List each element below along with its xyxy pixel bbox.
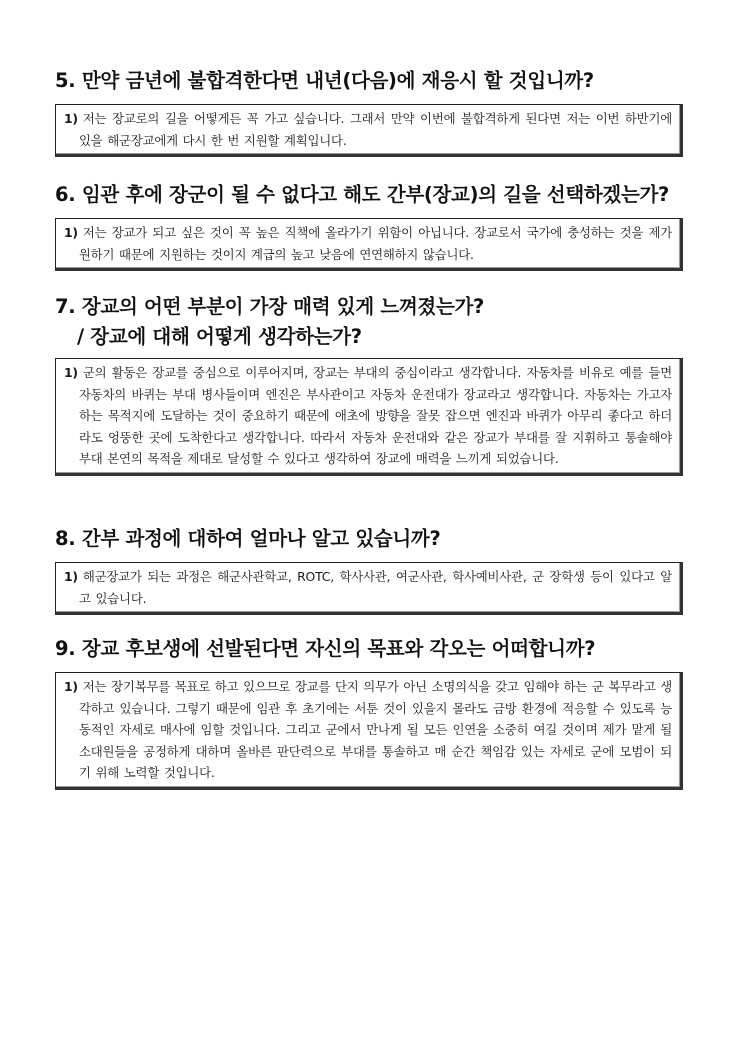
question-text: 만약 금년에 불합격한다면 내년(다음)에 재응시 할 것입니까? (81, 69, 594, 92)
question-section-9 (55, 634, 683, 790)
question-text: 임관 후에 장군이 될 수 없다고 해도 간부(장교)의 길을 선택하겠는가? (81, 183, 670, 206)
question-text: 간부 과정에 대하여 얼마나 알고 있습니까? (81, 527, 441, 550)
question-heading (55, 524, 683, 554)
answer-text: 저는 장교가 되고 싶은 것이 꼭 높은 직책에 올라가기 위함이 아닙니다. 장교로서 국가에 충성하는 것을 제가 원하기 때문에 지원하는 것이지 계급의 높고 낮음에 연연해하지 않습니다. (79, 225, 672, 262)
question-section-6 (55, 180, 683, 271)
question-text: 장교의 어떤 부분이 가장 매력 있게 느껴졌는가? (81, 295, 485, 318)
answer-text: 저는 장기복무를 목표로 하고 있으므로 장교를 단지 의무가 아닌 소명의식을 갖고 임해야 하는 군 복무라고 생각하고 있습니다. 그렇기 때문에 임관 후 초기에는 서툰 것이 있을지 몰라도 금방 환경에 적응할 수 있도록 능동적인 자세로 매사에 임할 것입니다. 그리고 군에서 만나게 될 모든 인연을 소중히 여길 것이며 제가 맡게 될 소대원들을 공정하게 대하며 올바른 판단력으로 부대를 통솔하고 매 순간 책임감 있는 자세로 군에 모범이 되기 위해 노력할 것입니다. (79, 679, 672, 780)
question-number: 5. (55, 69, 76, 92)
answer-box (55, 358, 683, 476)
answer-paragraph (64, 676, 672, 784)
answer-box (55, 218, 683, 271)
answer-number: 1) (64, 569, 78, 584)
question-number: 8. (55, 527, 76, 550)
answer-box (55, 672, 683, 790)
question-heading (55, 292, 683, 352)
question-number: 6. (55, 183, 76, 206)
question-section-7 (55, 292, 683, 476)
question-section-5 (55, 66, 683, 157)
answer-text: 저는 장교로의 길을 어떻게든 꼭 가고 싶습니다. 그래서 만약 이번에 불합격하게 된다면 저는 이번 하반기에 있을 해군장교에게 다시 한 번 지원할 계획입니다. (79, 111, 672, 148)
answer-number: 1) (64, 365, 78, 380)
question-section-8 (55, 524, 683, 615)
answer-paragraph (64, 362, 672, 470)
answer-text: 군의 활동은 장교를 중심으로 이루어지며, 장교는 부대의 중심이라고 생각합니다. 자동차를 비유로 예를 들면 자동차의 바퀴는 부대 병사들이며 엔진은 부사관이고 자동차 운전대가 장교라고 생각합니다. 자동차는 가고자 하는 목적지에 도달하는 것이 중요하기 때문에 애초에 방향을 잘못 잡으면 엔진과 바퀴가 아무리 좋다고 하더라도 엉뚱한 곳에 도착한다고 생각합니다. 따라서 자동차 운전대와 같은 장교가 부대를 잘 지휘하고 통솔해야 부대 본연의 목적을 제대로 달성할 수 있다고 생각하여 장교에 매력을 느끼게 되었습니다. (79, 365, 672, 466)
answer-box (55, 104, 683, 157)
question-text-line2: / 장교에 대해 어떻게 생각하는가? (77, 325, 362, 348)
answer-paragraph (64, 222, 672, 265)
answer-number: 1) (64, 111, 78, 126)
answer-paragraph (64, 566, 672, 609)
question-number: 7. (55, 295, 76, 318)
answer-paragraph (64, 108, 672, 151)
question-heading (55, 66, 683, 96)
question-number: 9. (55, 637, 76, 660)
answer-box (55, 562, 683, 615)
answer-number: 1) (64, 679, 78, 694)
answer-text: 해군장교가 되는 과정은 해군사관학교, ROTC, 학사사관, 여군사관, 학사예비사관, 군 장학생 등이 있다고 알고 있습니다. (79, 569, 672, 606)
answer-number: 1) (64, 225, 78, 240)
question-heading (55, 634, 683, 664)
question-heading (55, 180, 683, 210)
question-text: 장교 후보생에 선발된다면 자신의 목표와 각오는 어떠합니까? (81, 637, 596, 660)
